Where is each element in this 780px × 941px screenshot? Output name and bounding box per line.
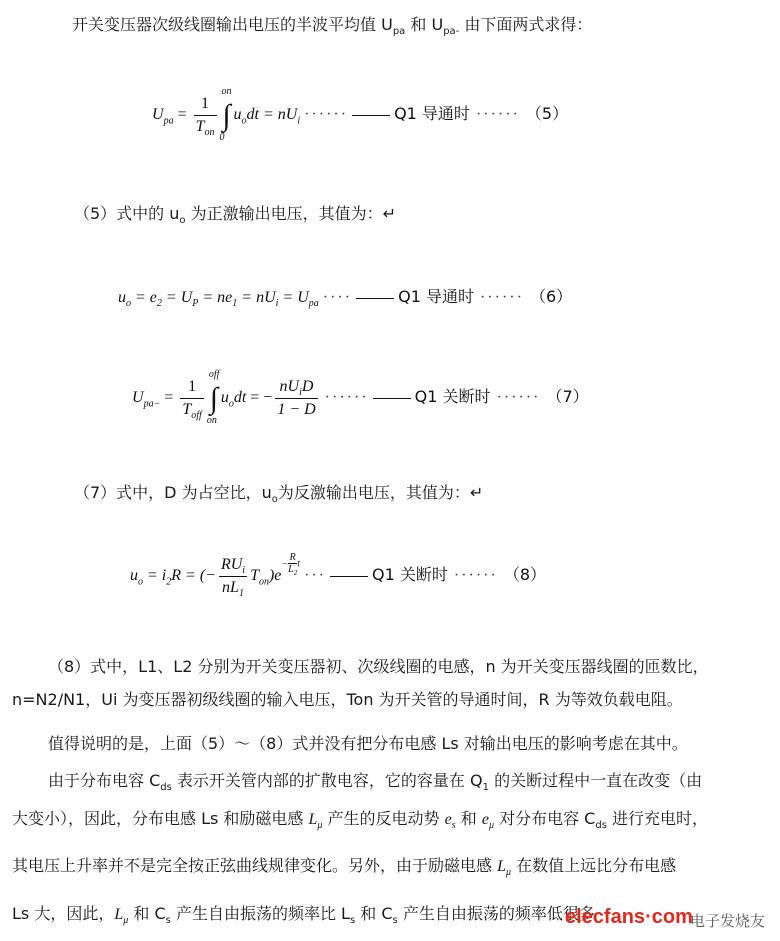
num-sub: i [242,565,246,577]
intro-part: 开关变压器次级线圈输出电压的半波平均值 U [72,15,393,34]
int-lower: 0 [219,131,225,143]
intro-text [72,14,592,36]
text-part: 的关断过程中一直在改变（由 [488,771,703,790]
frac-den [180,399,203,420]
eq-symbol: = U [161,289,193,306]
text-part: 在数值上远比分布电感 [511,856,677,875]
para-8-line-2: n=N2/N1，Ui 为变压器初级线圈的输入电压，Ton 为开关管的导通时间，R 为等效负载电阻。 [12,690,683,709]
den-symbol: T [182,401,192,418]
den-sub: 1 [238,588,244,600]
text-part: 其电压上升率并不是完全按正弦曲线规律变化。另外，由于励磁电感 [12,856,498,875]
eq-condition: Q1 关断时 [414,387,491,407]
den-sub: on [204,127,215,139]
eq-sub: 2 [166,576,172,588]
watermark-com: com [651,906,693,928]
watermark-cn: 电子发烧友 [690,912,766,930]
math-symbol: e [444,811,452,828]
equation-6 [118,284,573,310]
frac-den: 1 − D [277,401,316,418]
eq-symbol: dt [246,106,259,124]
para-main-line-1 [48,770,702,792]
eq-number: （8） [503,565,547,585]
text-sub: s [165,915,171,927]
watermark-dot: · [645,906,652,928]
math-sub: μ [317,820,323,832]
math-symbol: L [114,906,124,923]
para-main-line-4 [12,903,595,926]
int-upper: on [221,85,232,97]
eq-sub: o [228,398,234,410]
eq-sub: o [241,115,247,127]
eq-sub: o [126,298,131,310]
eq-symbol: u [130,567,138,585]
intro-part: 由下面两式求得： [459,15,593,34]
eq-number: （6） [529,287,573,306]
exp-den-sub: 2 [293,568,298,577]
text-part: 和 C [128,904,166,923]
eq-symbol: R = (− [171,567,216,585]
math-symbol: L [497,858,506,875]
int-upper: off [208,368,220,380]
eq-sub: pa [163,115,174,127]
eq-symbol: T [250,567,259,585]
math-sub: μ [488,820,494,832]
equation-7 [132,368,589,426]
eq-op: = [173,106,191,124]
frac-num: 1 [180,377,203,399]
eq-sub: P [192,298,199,310]
eq-sub: pa− [143,398,161,410]
den-symbol: T [195,118,205,135]
para-main-line-3 [12,855,676,878]
eq-exponent: − $\frac{R}{L_2}$ t [281,551,300,577]
text-part: 对分布电容 C [493,809,596,828]
frac-den [194,116,217,137]
eq-symbol: = nU [258,106,298,124]
eq-op: = − [246,389,273,407]
eq-sub: 2 [156,298,162,310]
math-sub: μ [123,915,129,927]
text-part: Ls 大，因此， [12,904,115,923]
para-8-line-1: （8）式中，L1、L2 分别为开关变压器初、次级线圈的电感，n 为开关变压器线圈的匝数比， [48,657,709,676]
note-sub: o [179,215,186,227]
text-sub: s [349,915,356,927]
note-part: 为正激输出电压，其值为：↵ [185,204,397,223]
para-note: 值得说明的是，上面（5）～（8）式并没有把分布电感 Ls 对输出电压的影响考虑在其中。 [48,734,688,753]
eq-dots: ······ [490,389,547,407]
eq-condition: Q1 导通时 [394,104,470,124]
den-symbol: nL [222,579,239,596]
equation-5 [152,85,569,143]
den-sub: off [191,410,202,422]
note-sub: o [271,494,278,506]
eq-op: = [160,389,178,407]
eq-dash [352,115,390,116]
eq-symbol: = e [131,289,157,306]
text-sub: s [392,915,398,927]
eq-dots: ······ [324,389,369,407]
eq-dash [356,298,394,299]
eq-symbol: = i [143,567,167,585]
eq-dots: ··· [304,567,326,585]
eq-number: （5） [525,104,569,124]
text-sub: 1 [482,782,489,794]
eq-sub: pa [308,298,319,310]
note-part: 为反激输出电压，其值为：↵ [277,483,484,502]
watermark-brand: elecfans [565,906,646,928]
eq-symbol: dt [233,389,247,407]
exp-den [288,564,297,575]
intro-part: 和 U [405,15,444,34]
text-part: 产生的反电动势 [322,809,445,828]
eq-sub: i [297,115,301,127]
eq-dash [373,398,411,399]
exp-den-symbol: L [288,563,294,575]
eq-number: （7） [546,387,589,407]
eq-fraction [275,377,317,420]
note-7 [74,482,483,504]
frac-num [219,555,247,577]
eq-condition: Q1 关断时 [371,565,448,585]
eq-sub: 1 [232,298,238,310]
eq-sub: on [258,576,269,588]
text-part: 表示开关管内部的扩散电容，它的容量在 Q [171,771,483,790]
exp-num: R [289,551,296,563]
integral-sign: ∫ on 0 [219,85,232,143]
num-sub: i [299,387,302,399]
eq-condition: Q1 导通时 [398,287,474,306]
eq-dots: ······ [304,106,349,124]
eq-symbol: = U [278,289,309,306]
note-5 [74,203,396,225]
eq-dots: ···· [322,289,353,306]
math-symbol: L [308,811,318,828]
eq-dots: ······ [473,289,530,306]
eq-symbol: u [233,106,242,124]
eq-dots: ······ [447,567,504,585]
intro-sub: pa [392,26,406,38]
integral-sign: ∫ off on [206,368,220,426]
text-sub: ds [595,820,607,832]
eq-symbol: U [152,106,164,124]
eq-dash [330,576,368,577]
math-sub: μ [506,867,512,879]
num-symbol: D [301,378,314,395]
eq-sub: i [275,298,279,310]
para-main-line-2 [12,808,708,831]
text-part: 和 C [355,904,393,923]
eq-symbol: U [132,389,144,407]
eq-dots: ······ [469,106,526,124]
eq-symbol: u [220,389,229,407]
eq-symbol: )e [268,567,282,585]
text-part: 由于分布电容 C [48,771,161,790]
num-symbol: RU [220,556,243,573]
text-sub: ds [160,782,172,794]
math-symbol: e [481,811,489,828]
frac-num: 1 [194,94,217,116]
text-part: 产生自由振荡的频率低很多 [397,904,595,923]
eq-fraction [194,94,217,137]
eq-sub: o [138,576,143,588]
eq-symbol: = ne [198,289,233,306]
text-part: 产生自由振荡的频率比 L [170,904,350,923]
num-symbol: nU [279,378,300,395]
text-part: 大变小），因此，分布电感 Ls 和励磁电感 [12,809,309,828]
equation-8 [130,551,547,600]
exp-t: t [297,558,300,570]
frac-num [275,377,317,399]
watermark-logo [565,906,693,929]
eq-symbol: u [118,289,126,306]
text-part: 进行充电时， [606,809,708,828]
math-sub: s [451,820,456,832]
eq-symbol: = nU [237,289,276,306]
frac-den [219,577,247,598]
intro-sub: pa- [443,26,460,38]
note-part: （5）式中的 u [74,204,180,223]
int-lower: on [206,414,217,426]
note-part: （7）式中，D 为占空比，u [74,483,272,502]
eq-fraction [180,377,203,420]
eq-fraction [219,555,247,598]
text-part: 和 [455,809,482,828]
